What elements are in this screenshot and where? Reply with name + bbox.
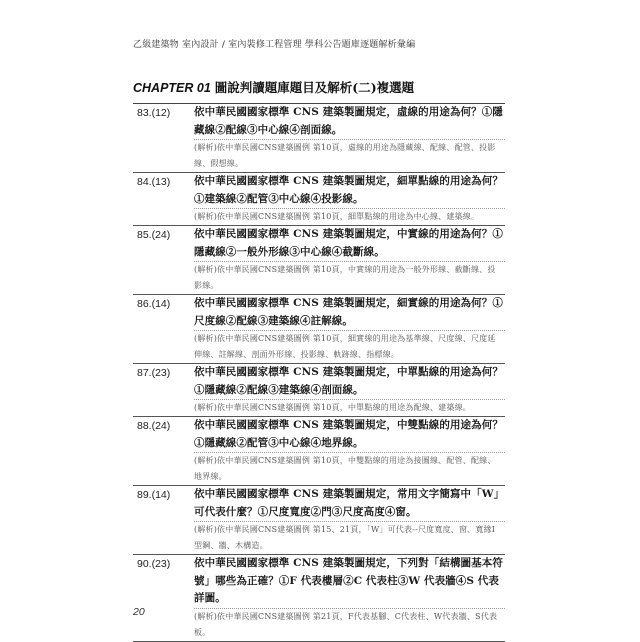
question-table	[133, 103, 505, 642]
running-header: 乙級建築物 室內設計 / 室內裝修工程管理 學科公告題庫逐題解析彙編	[133, 40, 416, 50]
question-explanation: (解析)依中華民國CNS建築圖例 第10頁，中實線的用途為一般外形線、截斷線、投影線。	[194, 261, 505, 294]
chapter-heading	[133, 78, 414, 96]
question-number: 89.(14)	[137, 489, 171, 501]
question-explanation: (解析)依中華民國CNS建築圖例 第21頁，F代表基腳、C代表柱、W代表牆、S代表板。	[194, 608, 505, 641]
question-block	[133, 364, 505, 417]
question-explanation: (解析)依中華民國CNS建築圖例 第10頁，細單點線的用途為中心線、建築線。	[194, 208, 505, 225]
question-text: 依中華民國國家標準 CNS 建築製圖規定，細實線的用途為何？①尺度線②配線③建築線④註解線。	[194, 297, 503, 327]
question-block	[133, 226, 505, 295]
question-text: 依中華民國國家標準 CNS 建築製圖規定，細單點線的用途為何？①建築線②配管③中心線④投影線。	[194, 175, 503, 205]
question-block	[133, 486, 505, 555]
question-number: 84.(13)	[137, 176, 171, 188]
question-number: 85.(24)	[137, 229, 171, 241]
question-block	[133, 173, 505, 226]
question-number: 83.(12)	[137, 107, 171, 119]
question-text: 依中華民國國家標準 CNS 建築製圖規定，虛線的用途為何？①隱藏線②配線③中心線④剖面線。	[194, 106, 503, 136]
chapter-title: 圖說判讀題庫題目及解析(二)複選題	[214, 80, 415, 95]
question-block	[133, 417, 505, 486]
question-explanation: (解析)依中華民國CNS建築圖例 第10頁，中單點線的用途為配線、建築線。	[194, 399, 505, 416]
question-block	[133, 295, 505, 364]
question-explanation: (解析)依中華民國CNS建築圖例 第10頁，細實線的用途為基準線、尺度線、尺度延伸線、註解線、剖面外形線、投影線、軌跡線、指標線。	[194, 330, 505, 363]
question-text: 依中華民國國家標準 CNS 建築製圖規定，中單點線的用途為何？①隱藏線②配線③建築線④剖面線。	[194, 366, 503, 396]
question-text: 依中華民國國家標準 CNS 建築製圖規定，常用文字簡寫中「W」可代表什麼？①尺度寬度②門③尺度高度④窗。	[194, 488, 499, 518]
question-number: 87.(23)	[137, 367, 171, 379]
page-number: 20	[133, 606, 145, 618]
chapter-label: CHAPTER 01	[133, 81, 211, 95]
question-number: 86.(14)	[137, 298, 171, 310]
question-text: 依中華民國國家標準 CNS 建築製圖規定，中雙點線的用途為何？①隱藏線②配管③中心線④地界線。	[194, 419, 503, 449]
question-explanation: (解析)依中華民國CNS建築圖例 第10頁，虛線的用途為隱藏線、配線、配管、投影線、假想線。	[194, 139, 505, 172]
question-block	[133, 555, 505, 642]
question-text: 依中華民國國家標準 CNS 建築製圖規定，中實線的用途為何？①隱藏線②一般外形線③中心線④截斷線。	[194, 228, 503, 258]
question-number: 90.(23)	[137, 558, 171, 570]
question-text: 依中華民國國家標準 CNS 建築製圖規定，下列對「結構圖基本符號」哪些為正確？①F 代表樓層②C 代表柱③W 代表牆④S 代表詳圖。	[194, 557, 503, 604]
question-explanation: (解析)依中華民國CNS建築圖例 第10頁，中雙點線的用途為接圖線、配管、配線、地界線。	[194, 452, 505, 485]
question-number: 88.(24)	[137, 420, 171, 432]
question-block	[133, 104, 505, 173]
question-explanation: (解析)依中華民國CNS建築圖例 第15、21頁，「W」可代表--尺度寬度、窗、寬緣I型鋼、牆、木構造。	[194, 521, 505, 554]
